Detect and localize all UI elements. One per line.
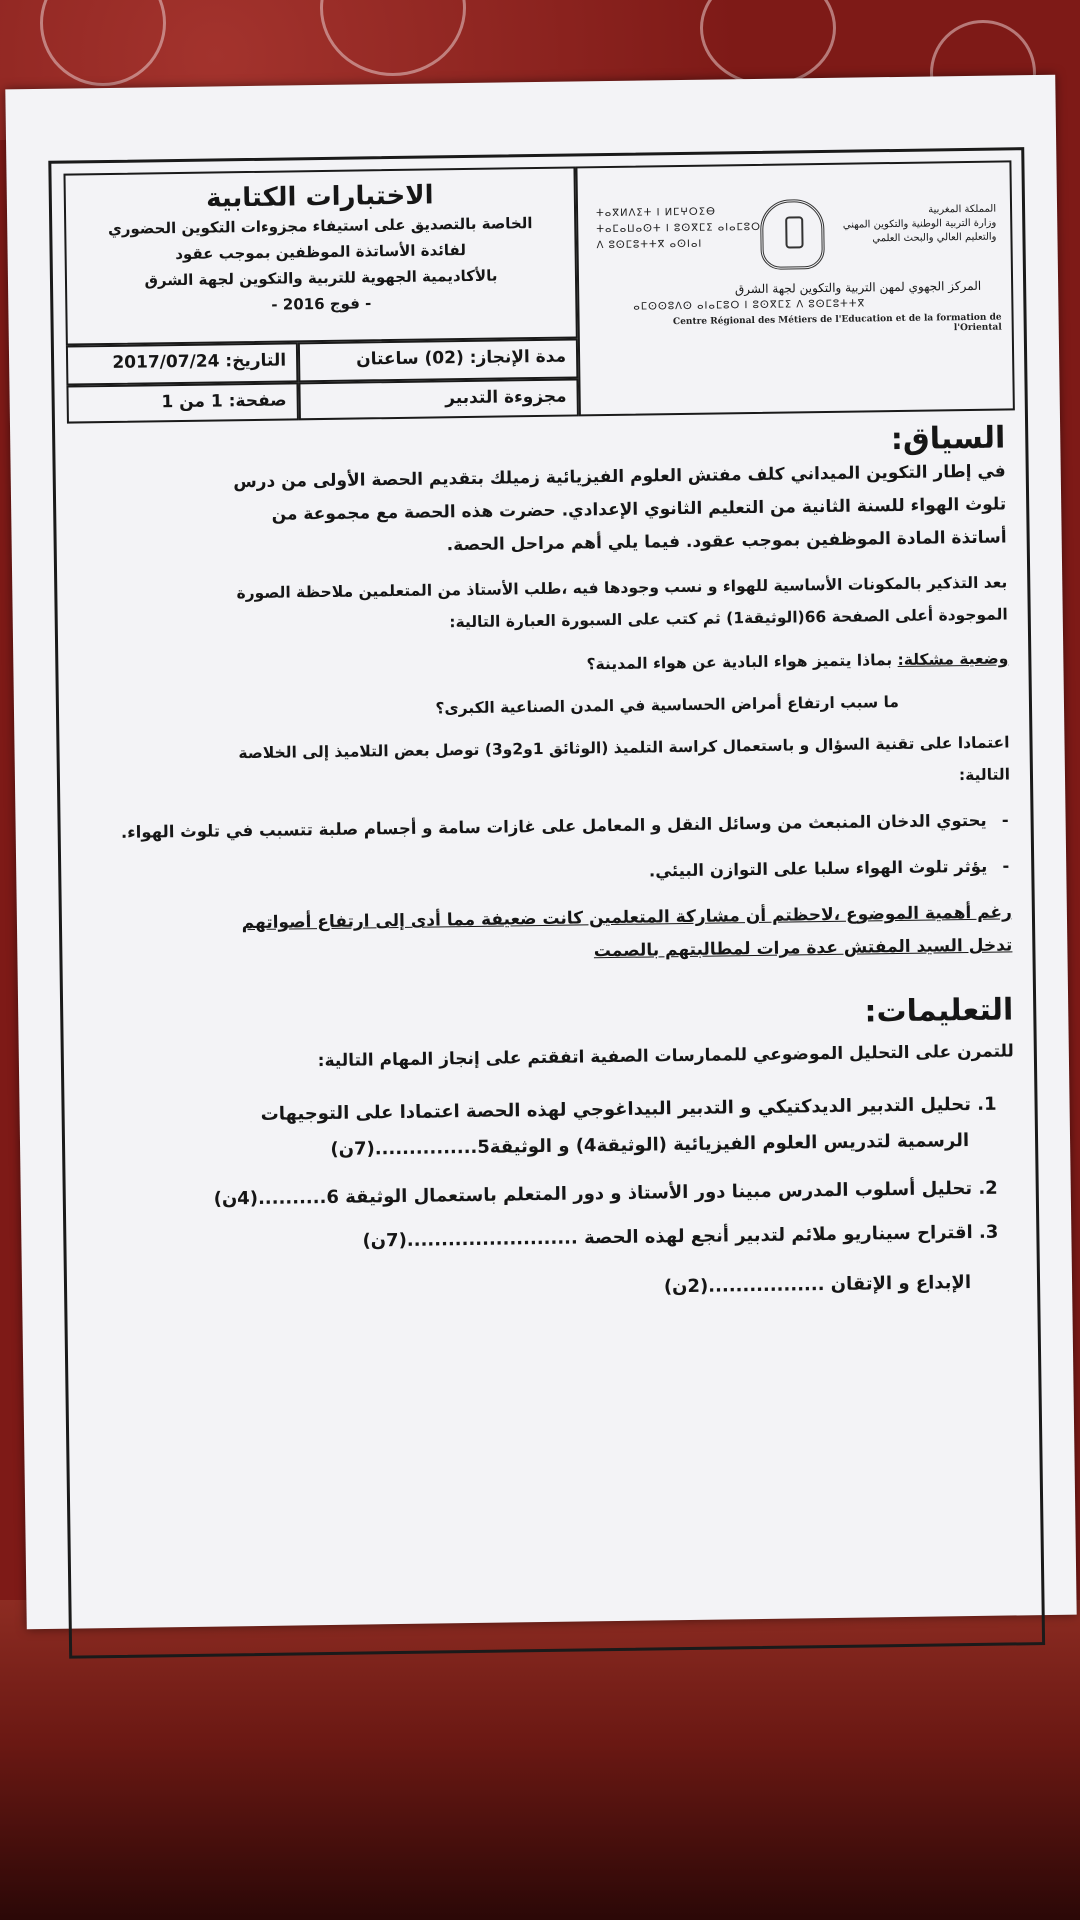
instructions-intro: للتمرن على التحليل الموضوعي للممارسات الصفية اتفقتم على إنجاز المهام التالية:: [317, 1041, 1014, 1072]
note-line: رغم أهمية الموضوع ،لاحظتم أن مشاركة المتعلمين كانت ضعيفة مما أدى إلى ارتفاع أصواتهم: [241, 902, 1013, 934]
method-line: التالية:: [958, 765, 1011, 785]
tifinagh-line: ⵜⴰⵎⴰⵡⴰⵙⵜ ⵏ ⵓⵙⴳⵎⵉ ⴰⵏⴰⵎⵓⵔ: [596, 221, 762, 236]
context-line: بعد التذكير بالمكونات الأساسية للهواء و نسب وجودها فيه ،طلب الأستاذ من المتعلمين ملاحظة الصورة: [236, 573, 1008, 603]
task-2: 2. تحليل أسلوب المدرس مبينا دور الأستاذ و دور المتعلم باستعمال الوثيقة 6..........(4ن): [213, 1177, 998, 1210]
problem-question-2: ما سبب ارتفاع أمراض الحساسية في المدن الصناعية الكبرى؟: [435, 692, 900, 718]
problem-label: وضعية مشكلة:: [897, 649, 1009, 670]
task-3: 3. اقتراح سيناريو ملائم لتدبير أنجع لهذه الحصة .........................(7ن): [362, 1221, 999, 1252]
context-line: في إطار التكوين الميداني كلف مفتش العلوم الفيزيائية زميلك بتقديم الحصة الأولى من درس: [233, 461, 1006, 493]
institution-box: [575, 160, 1014, 416]
note-line: تدخل السيد المفتش عدة مرات لمطالبتهم بالصمت: [593, 935, 1013, 962]
context-line: أساتذة المادة الموظفين بموجب عقود. فيما يلي أهم مراحل الحصة.: [446, 527, 1007, 556]
kingdom-label: المملكة المغربية وزارة التربية الوطنية والتكوين المهني والتعليم العالي والبحث العلمي: [842, 203, 997, 245]
conclusion-bullet: - يحتوي الدخان المنبعث من وسائل النقل و المعامل على غازات سامة و أجسام صلبة تتسبب في تلوث الهواء.: [80, 805, 986, 850]
instructions-title: التعليمات:: [864, 992, 1014, 1030]
task-1: 1. تحليل التدبير الديدكتيكي و التدبير البيداغوجي لهذه الحصة اعتمادا على التوجيهات: [260, 1093, 997, 1125]
page-number: صفحة: 1 من 1: [66, 382, 299, 423]
exam-subtitle-line: لفائدة الأساتذة الموظفين بموجب عقود: [175, 240, 467, 264]
module-name: مجزوءة التدبير: [298, 378, 579, 420]
context-title: السياق:: [890, 420, 1006, 458]
exam-frame: [48, 147, 1045, 1658]
tifinagh-line: ⴷ ⵓⵙⵎⵓⵜⵜⴳ ⴰⵙⵏⴰⵏ: [596, 238, 703, 252]
exam-cohort: - فوج 2016 -: [271, 294, 372, 314]
context-line: الموجودة أعلى الصفحة 66(الوثيقة1) ثم كتب على السبورة العبارة التالية:: [449, 605, 1008, 632]
conclusion-bullet: - يؤثر تلوث الهواء سلبا على التوازن البيئي.: [81, 851, 987, 896]
creativity-score: الإبداع و الإتقان .................(2ن): [663, 1272, 972, 1298]
exam-title-box: [63, 166, 577, 345]
centre-name-french: Centre Régional des Métiers de l'Education et de la formation de l'Oriental: [672, 312, 1002, 334]
exam-date: التاريخ: 2017/07/24: [66, 342, 299, 385]
task-1-continued: الرسمية لتدريس العلوم الفيزيائية (الوثيقة4) و الوثيقة5...............(7ن): [330, 1130, 970, 1160]
exam-title: الاختبارات الكتابية: [205, 180, 434, 214]
exam-subtitle-line: الخاصة بالتصديق على استيفاء مجزوءات التكوين الحضوري: [107, 214, 533, 238]
exam-subtitle-line: بالأكاديمية الجهوية للتربية والتكوين لجهة الشرق: [144, 266, 498, 290]
institution-logo-block: [592, 193, 1002, 334]
exam-sheet: [5, 75, 1076, 1630]
exam-duration: مدة الإنجاز: (02) ساعتان: [298, 338, 579, 382]
centre-name-tifinagh: ⴰⵎⵙⵙⵓⴷⵙ ⴰⵏⴰⵎⵓⵔ ⵏ ⵓⵙⴳⵎⵉ ⴷ ⵓⵙⵎⵓⵜⵜⴳ: [633, 298, 866, 313]
tifinagh-line: ⵜⴰⴳⵍⴷⵉⵜ ⵏ ⵍⵎⵖⵔⵉⴱ: [596, 206, 717, 220]
royal-emblem-icon: [760, 199, 825, 270]
centre-name-arabic: المركز الجهوي لمهن التربية والتكوين لجهة الشرق: [734, 278, 982, 297]
exam-header: [63, 160, 1014, 423]
problem-question-1: بماذا يتميز هواء البادية عن هواء المدينة؟: [586, 651, 898, 674]
exam-body: [75, 420, 1017, 1313]
method-line: اعتمادا على تقنية السؤال و باستعمال كراسة التلميذ (الوثائق 1و2و3) توصل بعض التلاميذ إلى الخلاصة: [238, 733, 1010, 763]
context-line: تلوث الهواء للسنة الثانية من التعليم الثانوي الإعدادي. حضرت هذه الحصة مع مجموعة من: [271, 494, 1007, 525]
